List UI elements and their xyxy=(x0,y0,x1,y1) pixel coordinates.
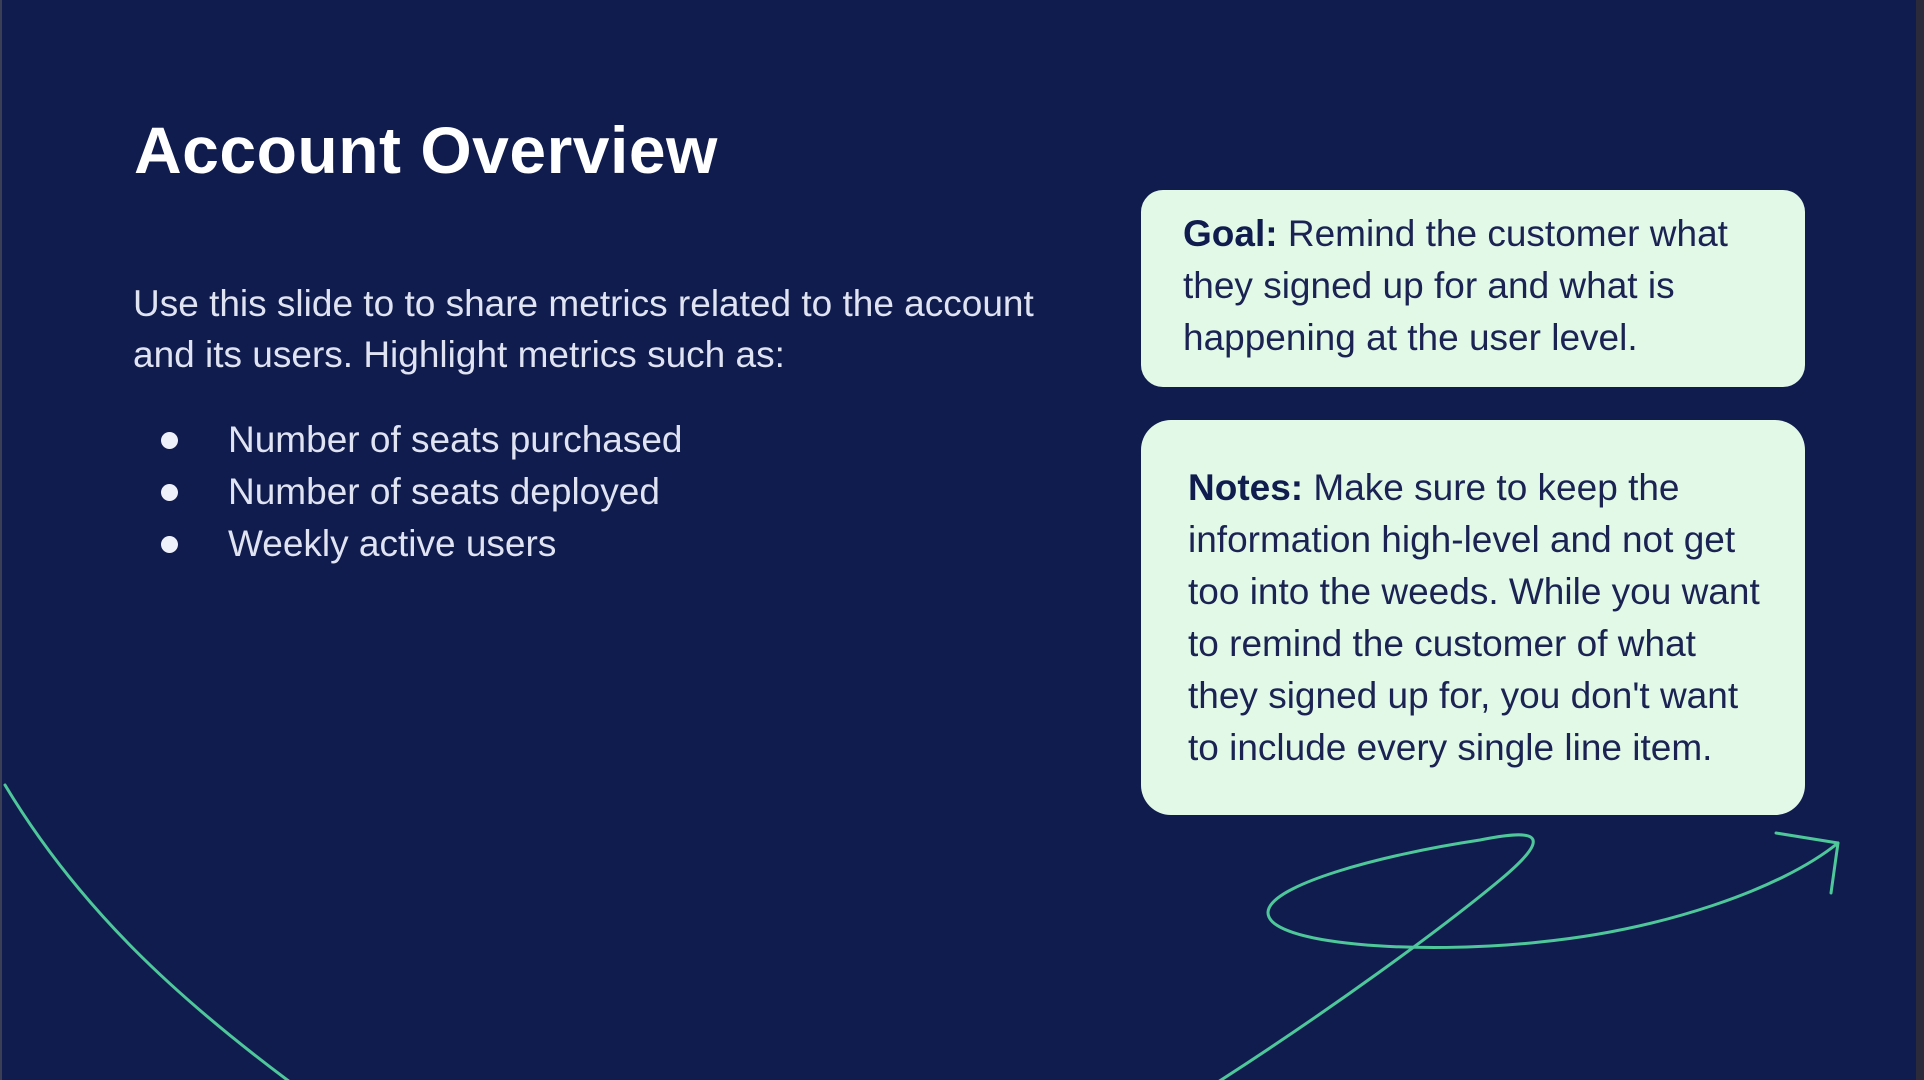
slide-title: Account Overview xyxy=(134,113,718,187)
list-item-text: Weekly active users xyxy=(228,523,557,564)
list-item-text: Number of seats deployed xyxy=(228,471,660,512)
list-item-text: Number of seats purchased xyxy=(228,419,683,460)
goal-label: Goal: xyxy=(1183,213,1278,254)
notes-text: Make sure to keep the information high-level and not get too into the weeds. While you want to remind the customer of what they signed up for, you don't want to include every single line item. xyxy=(1188,467,1760,768)
left-arc-line xyxy=(5,785,290,1080)
loop-arrow-line xyxy=(1218,835,1838,1080)
notes-label: Notes: xyxy=(1188,467,1304,508)
goal-text: Remind the customer what they signed up for and what is happening at the user level. xyxy=(1183,213,1728,358)
intro-text: Use this slide to to share metrics related to the account and its users. Highlight metrics such as: xyxy=(133,283,1034,375)
